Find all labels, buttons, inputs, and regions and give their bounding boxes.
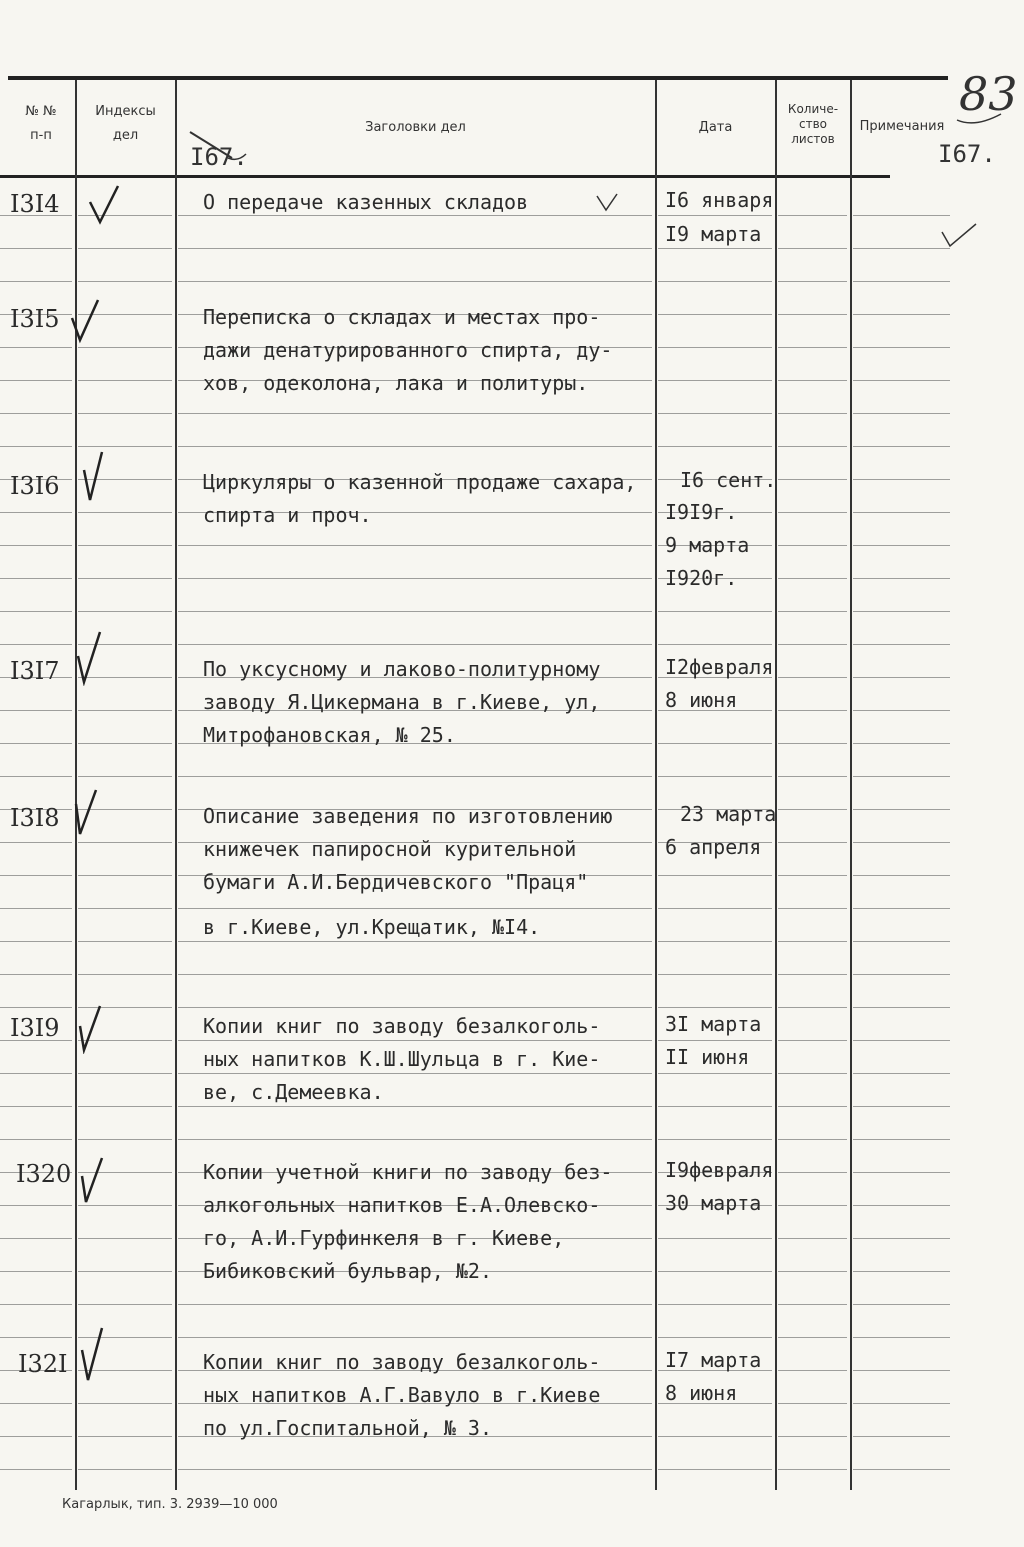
- case-number: I3I5: [10, 305, 60, 333]
- ruling-line: [853, 743, 950, 744]
- ruling-line: [853, 974, 950, 975]
- ruling-line: [853, 776, 950, 777]
- case-number: I3I8: [10, 804, 60, 832]
- ruling-line: [778, 611, 847, 612]
- ruling-line: [78, 710, 172, 711]
- case-title-line: по ул.Госпитальной, № 3.: [203, 1416, 492, 1440]
- ruling-line: [658, 1238, 772, 1239]
- ruling-line: [0, 644, 72, 645]
- ruling-line: [778, 644, 847, 645]
- case-date: II июня: [665, 1045, 750, 1069]
- case-date: 23 марта: [680, 802, 777, 826]
- page-number-handwritten: [955, 58, 1015, 128]
- case-number: I32I: [18, 1350, 68, 1378]
- ruling-line: [0, 1304, 72, 1305]
- ruling-line: [0, 446, 72, 447]
- svg-text:83: 83: [959, 67, 1015, 121]
- ruling-line: [178, 1139, 652, 1140]
- case-title-line: бумаги А.И.Бердичевского "Праця": [203, 870, 589, 894]
- checkmark-icon: [80, 450, 110, 504]
- ruling-line: [778, 941, 847, 942]
- ruling-line: [78, 281, 172, 282]
- column-divider: [775, 80, 777, 1490]
- ruling-line: [853, 446, 950, 447]
- ruling-line: [778, 347, 847, 348]
- ruling-line: [853, 1139, 950, 1140]
- ruling-line: [78, 1469, 172, 1470]
- ruling-line: [853, 1469, 950, 1470]
- ruling-line: [78, 1106, 172, 1107]
- ruling-line: [178, 1106, 652, 1107]
- ruling-line: [0, 1073, 72, 1074]
- checkmark-icon: [74, 788, 104, 838]
- ruling-line: [853, 1172, 950, 1173]
- ruling-line: [0, 1106, 72, 1107]
- case-title-line: Копии книг по заводу безалкоголь-: [203, 1350, 601, 1374]
- header-title: Заголовки дел: [365, 120, 466, 135]
- ruling-line: [178, 545, 652, 546]
- ruling-line: [178, 446, 652, 447]
- ruling-line: [78, 512, 172, 513]
- checkmark-icon: [595, 192, 621, 214]
- case-title-line: хов, одеколона, лака и политуры.: [203, 371, 589, 395]
- ruling-line: [778, 1007, 847, 1008]
- ruling-line: [178, 248, 652, 249]
- ruling-line: [853, 512, 950, 513]
- ruling-line: [658, 611, 772, 612]
- ruling-line: [178, 644, 652, 645]
- case-title-line: в г.Киеве, ул.Крещатик, №I4.: [203, 915, 541, 939]
- ruling-line: [78, 1073, 172, 1074]
- checkmark-icon: [80, 1156, 110, 1206]
- ruling-line: [853, 1007, 950, 1008]
- case-date: I9февраля: [665, 1158, 774, 1182]
- table-header-rule: [0, 175, 890, 178]
- ruling-line: [778, 1271, 847, 1272]
- ruling-line: [0, 1007, 72, 1008]
- table-top-rule: [8, 76, 948, 80]
- case-date: I2февраля: [665, 655, 774, 679]
- ruling-line: [178, 611, 652, 612]
- case-title-line: Циркуляры о казенной продаже сахара,: [203, 470, 637, 494]
- ruling-line: [658, 1271, 772, 1272]
- ruling-line: [658, 908, 772, 909]
- ruling-line: [853, 1238, 950, 1239]
- ruling-line: [0, 1271, 72, 1272]
- ruling-line: [0, 710, 72, 711]
- ruling-line: [658, 1106, 772, 1107]
- ruling-line: [78, 1403, 172, 1404]
- case-title-line: О передаче казенных складов: [203, 190, 529, 214]
- ruling-line: [853, 1370, 950, 1371]
- ruling-line: [853, 644, 950, 645]
- case-date: I920г.: [665, 566, 738, 590]
- ruling-line: [178, 1337, 652, 1338]
- checkmark-icon: [88, 184, 124, 228]
- ruling-line: [78, 1139, 172, 1140]
- ruling-line: [778, 908, 847, 909]
- case-title-line: ных напитков К.Ш.Шульца в г. Кие-: [203, 1047, 601, 1071]
- printer-imprint: Кагарлык, тип. 3. 2939—10 000: [62, 1497, 278, 1512]
- checkmark-icon: [80, 1326, 110, 1384]
- case-number: I320: [16, 1160, 72, 1188]
- ruling-line: [178, 1469, 652, 1470]
- ruling-line: [178, 776, 652, 777]
- case-date: I9I9г.: [665, 500, 738, 524]
- ruling-line: [778, 974, 847, 975]
- ruling-line: [0, 347, 72, 348]
- ruling-line: [853, 314, 950, 315]
- case-title-line: Переписка о складах и местах про-: [203, 305, 601, 329]
- ruling-line: [658, 248, 772, 249]
- ruling-line: [0, 1139, 72, 1140]
- checkmark-icon: [76, 630, 110, 686]
- ruling-line: [658, 1436, 772, 1437]
- ruling-line: [658, 875, 772, 876]
- ruling-line: [0, 545, 72, 546]
- ruling-line: [658, 974, 772, 975]
- ruling-line: [0, 1436, 72, 1437]
- ruling-line: [853, 248, 950, 249]
- case-date: I6 января: [665, 188, 774, 212]
- ruling-line: [78, 1304, 172, 1305]
- ruling-line: [853, 413, 950, 414]
- case-date: 8 июня: [665, 688, 738, 712]
- fund-number-left: I67.: [190, 143, 248, 171]
- page-number-icon: [955, 58, 1015, 128]
- ruling-line: [778, 248, 847, 249]
- case-title-line: ных напитков А.Г.Вавуло в г.Киеве: [203, 1383, 601, 1407]
- case-date: I7 марта: [665, 1348, 762, 1372]
- header-number: № № п-п: [25, 104, 57, 143]
- case-title-line: Копии книг по заводу безалкоголь-: [203, 1014, 601, 1038]
- ruling-line: [853, 1106, 950, 1107]
- ruling-line: [853, 941, 950, 942]
- ruling-line: [853, 1205, 950, 1206]
- case-title-line: Митрофановская, № 25.: [203, 723, 456, 747]
- case-title-line: По уксусному и лаково-политурному: [203, 657, 601, 681]
- case-date: I9 марта: [665, 222, 762, 246]
- ruling-line: [78, 941, 172, 942]
- ruling-line: [778, 1040, 847, 1041]
- ruling-line: [853, 347, 950, 348]
- ruling-line: [0, 908, 72, 909]
- ruling-line: [778, 380, 847, 381]
- ruling-line: [778, 875, 847, 876]
- ruling-line: [78, 1238, 172, 1239]
- case-date: I6 сент.: [680, 468, 777, 492]
- ruling-line: [853, 875, 950, 876]
- ruling-line: [778, 281, 847, 282]
- ruling-line: [853, 677, 950, 678]
- case-title-line: Описание заведения по изготовлению: [203, 804, 613, 828]
- ruling-line: [0, 743, 72, 744]
- ruling-line: [853, 1073, 950, 1074]
- ruling-line: [778, 446, 847, 447]
- ruling-line: [853, 611, 950, 612]
- case-number: I3I7: [10, 657, 60, 685]
- ruling-line: [853, 479, 950, 480]
- ruling-line: [0, 248, 72, 249]
- ruling-line: [658, 644, 772, 645]
- ruling-line: [178, 1073, 652, 1074]
- ruling-line: [0, 512, 72, 513]
- ruling-line: [778, 314, 847, 315]
- ruling-line: [0, 1205, 72, 1206]
- case-title-line: Бибиковский бульвар, №2.: [203, 1259, 492, 1283]
- ruling-line: [658, 380, 772, 381]
- case-title-line: спирта и проч.: [203, 503, 372, 527]
- checkmark-icon: [70, 298, 104, 344]
- ruling-line: [853, 710, 950, 711]
- ruling-line: [0, 776, 72, 777]
- ruling-line: [853, 215, 950, 216]
- case-date: 3I марта: [665, 1012, 762, 1036]
- ruling-line: [658, 1469, 772, 1470]
- ruling-line: [658, 1073, 772, 1074]
- ruling-line: [178, 1040, 652, 1041]
- ruling-line: [658, 941, 772, 942]
- ruling-line: [853, 1337, 950, 1338]
- ruling-line: [778, 1139, 847, 1140]
- ruling-line: [0, 281, 72, 282]
- header-date: Дата: [698, 120, 733, 135]
- ruling-line: [778, 1436, 847, 1437]
- ruling-line: [0, 974, 72, 975]
- ruling-line: [658, 1337, 772, 1338]
- ruling-line: [0, 578, 72, 579]
- ruling-line: [658, 446, 772, 447]
- ruling-line: [78, 248, 172, 249]
- ruling-line: [853, 1403, 950, 1404]
- ruling-line: [78, 380, 172, 381]
- ruling-line: [658, 347, 772, 348]
- case-title-line: заводу Я.Цикермана в г.Киеве, ул,: [203, 690, 601, 714]
- case-title-line: ве, с.Демеевка.: [203, 1080, 384, 1104]
- ruling-line: [853, 545, 950, 546]
- ruling-line: [78, 875, 172, 876]
- ruling-line: [178, 578, 652, 579]
- ruling-line: [78, 347, 172, 348]
- case-number: I3I4: [10, 190, 60, 218]
- ruling-line: [658, 776, 772, 777]
- header-sheets: Количе- ство листов: [787, 102, 839, 146]
- case-title-line: книжечек папиросной курительной: [203, 837, 577, 861]
- case-date: 6 апреля: [665, 835, 762, 859]
- ruling-line: [78, 413, 172, 414]
- ruling-line: [778, 1469, 847, 1470]
- ruling-line: [778, 743, 847, 744]
- ruling-line: [78, 611, 172, 612]
- column-divider: [850, 80, 852, 1490]
- ruling-line: [778, 1106, 847, 1107]
- ruling-line: [778, 776, 847, 777]
- ruling-line: [658, 743, 772, 744]
- ruling-line: [0, 842, 72, 843]
- ruling-line: [178, 413, 652, 414]
- ruling-line: [78, 446, 172, 447]
- ruling-line: [853, 380, 950, 381]
- ruling-line: [178, 281, 652, 282]
- ruling-line: [0, 1469, 72, 1470]
- column-divider: [75, 80, 77, 1490]
- checkmark-icon: [940, 222, 980, 250]
- ruling-line: [0, 611, 72, 612]
- ruling-line: [178, 941, 652, 942]
- ruling-line: [658, 413, 772, 414]
- case-date: 8 июня: [665, 1381, 738, 1405]
- column-divider: [175, 80, 177, 1490]
- ruling-line: [853, 1040, 950, 1041]
- ruling-line: [658, 314, 772, 315]
- ruling-line: [0, 380, 72, 381]
- ruling-line: [0, 1238, 72, 1239]
- case-number: I3I6: [10, 472, 60, 500]
- ruling-line: [78, 1436, 172, 1437]
- ruling-line: [0, 1337, 72, 1338]
- ruling-line: [853, 1271, 950, 1272]
- header-notes: Примечания: [859, 119, 945, 134]
- ruling-line: [658, 281, 772, 282]
- ruling-line: [778, 1073, 847, 1074]
- checkmark-icon: [78, 1004, 108, 1054]
- ruling-line: [0, 413, 72, 414]
- ruling-line: [853, 281, 950, 282]
- ruling-line: [178, 974, 652, 975]
- ruling-line: [0, 941, 72, 942]
- case-date: 9 марта: [665, 533, 750, 557]
- ruling-line: [78, 908, 172, 909]
- ruling-line: [78, 1271, 172, 1272]
- ruling-line: [658, 1304, 772, 1305]
- case-title-line: Копии учетной книги по заводу без-: [203, 1160, 613, 1184]
- ruling-line: [778, 1238, 847, 1239]
- ruling-line: [778, 413, 847, 414]
- ruling-line: [778, 1304, 847, 1305]
- ruling-line: [78, 578, 172, 579]
- header-index: Индексы дел: [95, 104, 156, 143]
- ruling-line: [178, 1007, 652, 1008]
- ruling-line: [658, 1040, 772, 1041]
- ruling-line: [853, 1436, 950, 1437]
- case-title-line: алкогольных напитков Е.А.Олевско-: [203, 1193, 601, 1217]
- case-title-line: го, А.И.Гурфинкеля в г. Киеве,: [203, 1226, 565, 1250]
- ruling-line: [853, 908, 950, 909]
- ruling-line: [0, 875, 72, 876]
- ruling-line: [0, 1403, 72, 1404]
- ruling-line: [78, 842, 172, 843]
- ruling-line: [778, 1337, 847, 1338]
- ruling-line: [853, 1304, 950, 1305]
- strike-mark-icon: [188, 128, 248, 168]
- ruling-line: [853, 842, 950, 843]
- ruling-line: [658, 1007, 772, 1008]
- ruling-line: [78, 974, 172, 975]
- case-title-line: дажи денатурированного спирта, ду-: [203, 338, 613, 362]
- ruling-line: [78, 776, 172, 777]
- ruling-line: [178, 215, 652, 216]
- ruling-line: [178, 908, 652, 909]
- ruling-line: [178, 1304, 652, 1305]
- ruling-line: [853, 578, 950, 579]
- ruling-line: [853, 809, 950, 810]
- ruling-line: [658, 1139, 772, 1140]
- ruling-line: [78, 743, 172, 744]
- ruling-line: [658, 215, 772, 216]
- case-number: I3I9: [10, 1014, 60, 1042]
- ruling-line: [778, 215, 847, 216]
- fund-number-right: I67.: [938, 140, 996, 168]
- ruling-line: [78, 545, 172, 546]
- case-date: 30 марта: [665, 1191, 762, 1215]
